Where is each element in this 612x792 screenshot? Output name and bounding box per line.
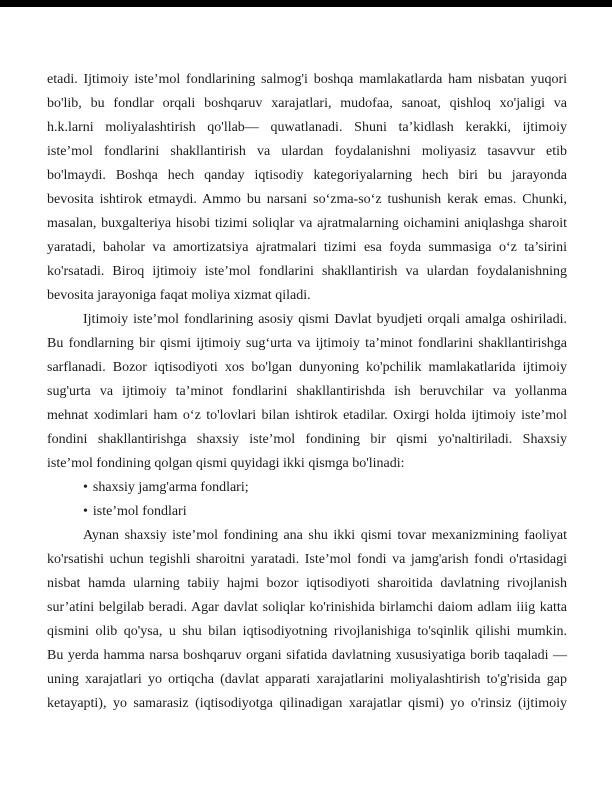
text-line: bo'lib, bu fondlar orqali boshqaruv xarajatlari, mudofaa, sanoat, qishloq xo'jaligi va [47, 96, 567, 111]
scan-edge-bar [0, 0, 612, 7]
text-line: ketayapti), yo samarasiz (iqtisodiyotga qilinadigan xarajatlar qismi) yo o'rinsiz (ijtimoiy [47, 696, 567, 711]
text-line: bo'lmaydi. Boshqa hech qanday iqtisodiy kategoriyalarning hech biri bu jarayonda [47, 168, 567, 183]
text-line: qismini olib qo'ysa, u shu bilan iqtisodiyotning rivojlanishiga to'sqinlik qilishi mumkin. [47, 624, 567, 639]
body-text [47, 68, 567, 716]
text-line: uning xarajatlari yo ortiqcha (davlat apparati xarajatlarini moliyalashtirish to'g'risida gap [47, 672, 567, 687]
text-line: Aynan shaxsiy iste’mol fondining ana shu ikki qismi tovar mexanizmining faoliyat [83, 528, 567, 543]
text-line: yaratadi, baholar va amortizatsiya ajratmalari tizimi esa foyda summasiga o‘z ta’sirini [47, 240, 567, 255]
text-line: Bu fondlarning bir qismi ijtimoiy sug‘urta va ijtimoiy ta’minot fondlarini shakllantirishga [47, 336, 567, 351]
bullet-icon: • [83, 480, 88, 495]
text-line: sug'urta va ijtimoiy ta’minot fondlarini shakllantirishda ish beruvchilar va yollanma [47, 384, 567, 399]
bullet-item-label: iste’mol fondlari [92, 504, 187, 519]
bullet-icon: • [83, 504, 88, 519]
text-line: nisbat hamda ularning tabiiy hajmi bozor iqtisodiyoti sharoitida davlatning rivojlanish [47, 576, 567, 591]
text-line: h.k.larni moliyalashtirish qo'llab— quwatlanadi. Shuni ta’kidlash kerakki, ijtimoiy [47, 120, 567, 135]
text-line: Ijtimoiy iste’mol fondlarining asosiy qismi Davlat byudjeti orqali amalga oshiriladi. [83, 312, 567, 327]
text-line: sarflanadi. Bozor iqtisodiyoti xos bo'lgan dunyoning ko'pchilik mamlakatlarida ijtimoiy [47, 360, 567, 375]
bullet-item [47, 500, 567, 524]
text-line: masalan, buxgalteriya hisobi tizimi soliqlar va ajratmalarning oichamini aniqlashga sharoit [47, 216, 567, 231]
text-line: bevosita ishtirok etmaydi. Ammo bu narsani so‘zma-so‘z tushunish kerak emas. Chunki, [47, 192, 567, 207]
text-line: Bu yerda hamma narsa boshqaruv organi sifatida davlatning xususiyatiga borib taqaladi — [47, 648, 567, 663]
text-line: etadi. Ijtimoiy iste’mol fondlarining salmog'i boshqa mamlakatlarda ham nisbatan yuqori [47, 72, 567, 87]
bullet-item [47, 476, 567, 500]
text-line: fondini shakllantirishga shaxsiy iste’mol fondining bir qismi yo'naltiriladi. Shaxsiy [47, 432, 567, 447]
text-line: ko'rsatishi uchun tegishli sharoitni yaratadi. Iste’mol fondi va jamg'arish fondi o'rtasidagi [47, 552, 567, 567]
bullet-item-label: shaxsiy jamg'arma fondlari; [92, 480, 249, 495]
text-line: mehnat xodimlari ham o‘z to'lovlari bilan ishtirok etadilar. Oxirgi holda ijtimoiy iste’mol [47, 408, 567, 423]
text-line: ko'rsatadi. Biroq ijtimoiy iste’mol fondlarini shakllantirish va ulardan foydalanishning [47, 264, 567, 279]
text-line: iste’mol fondlarini shakllantirish va ulardan foydalanishni moliyasiz tasavvur etib [47, 144, 567, 159]
text-line: sur’atini belgilab beradi. Agar davlat soliqlar ko'rinishida birlamchi daiom adlam iiig katta [47, 600, 567, 615]
text-line: iste’mol fondining qolgan qismi quyidagi ikki qismga bo'linadi: [47, 456, 405, 471]
text-line: bevosita jarayoniga faqat moliya xizmat qiladi. [47, 288, 311, 303]
